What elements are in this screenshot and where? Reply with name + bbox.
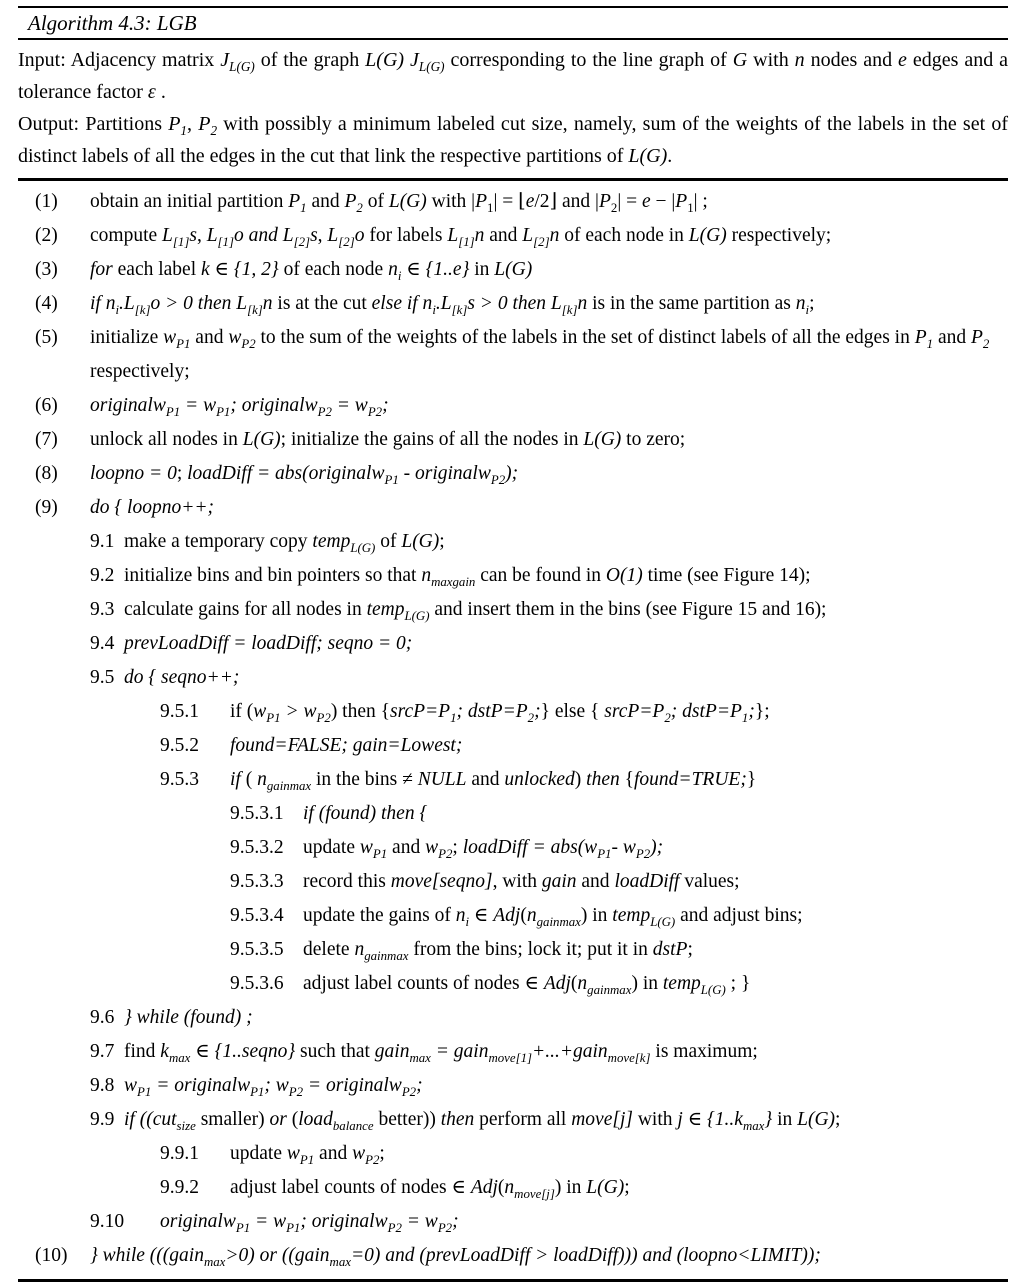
- step-number: (10): [35, 1245, 68, 1266]
- step-line: [160, 729, 1008, 763]
- step-number: 9.9.2: [160, 1177, 199, 1198]
- step-number: 9.3: [90, 599, 115, 620]
- step-line: [160, 1137, 1008, 1171]
- step-number: 9.5.3.2: [230, 837, 284, 858]
- step-line: [90, 661, 1008, 695]
- step-number: (4): [35, 293, 58, 314]
- step-number: 9.9.1: [160, 1143, 199, 1164]
- step-line: [90, 1035, 1008, 1069]
- step-number: (2): [35, 225, 58, 246]
- step-text: originalw$_{P1}$ = $w_{P1}$; originalw$_{P2}$ = $w_{P2}$;: [90, 395, 389, 419]
- step-text: do { loopno++;: [90, 497, 215, 518]
- step-text: found=FALSE; gain=Lowest;: [230, 735, 463, 756]
- step-number: (5): [35, 327, 58, 348]
- step-number: 9.5.2: [160, 735, 199, 756]
- step-number: 9.9: [90, 1109, 115, 1130]
- step-line: [90, 1103, 1008, 1137]
- step-text: loopno = 0; loadDiff = abs(originalw$_{P1}$ - originalw$_{P2}$);: [90, 463, 519, 487]
- step-number: 9.5.3.5: [230, 939, 284, 960]
- step-number: 9.2: [90, 565, 115, 586]
- step-text: if $(w_{P1} > w_{P2})$ then {$srcP=P_1$; $dstP=P_2$;} else { $srcP=P_2$; $dstP=P_1$;};: [230, 701, 770, 725]
- step-number: 9.7: [90, 1041, 115, 1062]
- step-line: [35, 185, 1008, 219]
- step-text: } while (((gain$_{max}$>0) or ((gain$_{max}$=0) and (prevLoadDiff > loadDiff))) and (loopno<LIMIT));: [90, 1245, 821, 1269]
- step-text: obtain an initial partition $P_1$ and $P_2$ of L(G) with $|P_1|$ = ⌊e/2⌋ and $|P_2| = e - |P_1|$ ;: [90, 191, 708, 215]
- step-number: 9.5.3: [160, 769, 199, 790]
- step-text: $w_{P1}$ = originalw$_{P1}$; $w_{P2}$ = originalw$_{P2}$;: [124, 1075, 423, 1099]
- step-line: [35, 389, 1008, 423]
- step-line: [35, 1239, 1008, 1273]
- step-number: (8): [35, 463, 58, 484]
- step-number: 9.5.3.6: [230, 973, 284, 994]
- step-text: prevLoadDiff = loadDiff; seqno = 0;: [124, 633, 413, 654]
- step-line: [90, 593, 1008, 627]
- step-line: [90, 1205, 1008, 1239]
- step-number: (6): [35, 395, 58, 416]
- step-text: if ( $n_{gainmax}$ in the bins ≠ NULL and unlocked) then {found=TRUE;}: [230, 769, 757, 793]
- step-line: [35, 457, 1008, 491]
- step-text: do { seqno++;: [124, 667, 240, 688]
- step-number: (1): [35, 191, 58, 212]
- step-line: [35, 491, 1008, 525]
- step-line: [160, 695, 1008, 729]
- step-number: 9.8: [90, 1075, 115, 1096]
- step-number: 9.5.3.3: [230, 871, 284, 892]
- output-description: Output: Partitions $P_1$, $P_2$ with possibly a minimum labeled cut size, namely, sum of the weights of the labels in the set of distinct labels of all the edges in the cut that link the respective partitions of L(G).: [18, 113, 1008, 167]
- step-number: 9.10: [90, 1211, 125, 1232]
- step-line: [35, 219, 1008, 253]
- step-number: 9.5.3.1: [230, 803, 284, 824]
- step-number: 9.5.1: [160, 701, 199, 722]
- step-text: unlock all nodes in L(G); initialize the gains of all the nodes in L(G) to zero;: [90, 429, 686, 450]
- step-line: [230, 933, 1008, 967]
- step-text: make a temporary copy temp$_{L(G)}$ of L(G);: [124, 531, 445, 555]
- algorithm-title: Algorithm 4.3: LGB: [28, 11, 197, 35]
- step-line: [90, 559, 1008, 593]
- step-text: record this move[seqno], with gain and loadDiff values;: [303, 871, 740, 892]
- step-text: initialize bins and bin pointers so that $n_{maxgain}$ can be found in O(1) time (see Figure 14);: [124, 565, 811, 589]
- step-text: adjust label counts of nodes ∈ $Adj(n_{move[j]})$ in L(G);: [230, 1177, 630, 1201]
- step-text: if (found) then {: [303, 803, 428, 824]
- step-text: adjust label counts of nodes ∈ $Adj(n_{gainmax})$ in temp$_{L(G)}$ ; }: [303, 973, 751, 997]
- step-line: [35, 423, 1008, 457]
- step-number: 9.5.3.4: [230, 905, 284, 926]
- step-text: calculate gains for all nodes in temp$_{L(G)}$ and insert them in the bins (see Figure 15 and 16);: [124, 599, 827, 623]
- step-line: [90, 1069, 1008, 1103]
- step-text: if $n_i.L_{[k]}o > 0$ then $L_{[k]}n$ is at the cut else if $n_i.L_{[k]}s > 0$ then $L_{[k]}n$ is in the same partition as $n_i$;: [90, 293, 815, 317]
- step-line: [230, 797, 1008, 831]
- step-line: [160, 1171, 1008, 1205]
- step-text: initialize $w_{P1}$ and $w_{P2}$ to the sum of the weights of the labels in the set of distinct labels of all the edges in $P_1$ and $P_2$ respectively;: [90, 327, 990, 382]
- step-text: compute $L_{[1]}s$, $L_{[1]}o$ and $L_{[2]}s$, $L_{[2]}o$ for labels $L_{[1]}n$ and $L_{[2]}n$ of each node in L(G) respectively;: [90, 225, 832, 249]
- step-line: [160, 763, 1008, 797]
- step-line: [230, 865, 1008, 899]
- step-line: [35, 321, 1008, 389]
- step-text: update $w_{P1}$ and $w_{P2}$; loadDiff = $abs(w_{P1}-$ $w_{P2}$);: [303, 837, 664, 861]
- step-line: [230, 899, 1008, 933]
- step-number: 9.6: [90, 1007, 115, 1028]
- step-text: update the gains of $n_i$ ∈ $Adj(n_{gainmax})$ in temp$_{L(G)}$ and adjust bins;: [303, 905, 803, 929]
- step-line: [230, 967, 1008, 1001]
- step-line: [90, 627, 1008, 661]
- algorithm-preamble: [18, 40, 1008, 178]
- step-line: [35, 253, 1008, 287]
- step-number: (7): [35, 429, 58, 450]
- step-line: [90, 1001, 1008, 1035]
- step-text: delete $n_{gainmax}$ from the bins; lock it; put it in dstP;: [303, 939, 693, 963]
- step-text: find $k_{max}$ ∈ {1..seqno} such that gain$_{max}$ = gain$_{move[1]}$+...+gain$_{move[k]}$ is maximum;: [124, 1041, 758, 1065]
- algorithm-body: [18, 181, 1008, 1279]
- bottom-rule: [18, 1279, 1008, 1282]
- step-line: [90, 525, 1008, 559]
- step-text: update $w_{P1}$ and $w_{P2}$;: [230, 1143, 385, 1167]
- step-line: [35, 287, 1008, 321]
- step-number: 9.4: [90, 633, 115, 654]
- step-line: [230, 831, 1008, 865]
- step-text: originalw$_{P1}$ = $w_{P1}$; originalw$_{P2}$ = $w_{P2}$;: [160, 1211, 459, 1235]
- step-number: (9): [35, 497, 58, 518]
- step-number: 9.1: [90, 531, 115, 552]
- step-number: 9.5: [90, 667, 115, 688]
- step-text: } while (found) ;: [124, 1007, 253, 1028]
- step-text: for each label k ∈ {1, 2} of each node $n_i$ ∈ {1..e} in L(G): [90, 259, 533, 283]
- input-description: Input: Adjacency matrix $J_{L(G)}$ of the graph L(G) $J_{L(G)}$ corresponding to the line graph of G with n nodes and e edges and a tolerance factor ε .: [18, 49, 1009, 103]
- step-text: if ((cut$_{size}$ smaller) or (load$_{balance}$ better)) then perform all move[j] with j ∈ $\{1..k_{max}\}$ in L(G);: [124, 1109, 841, 1133]
- step-number: (3): [35, 259, 58, 280]
